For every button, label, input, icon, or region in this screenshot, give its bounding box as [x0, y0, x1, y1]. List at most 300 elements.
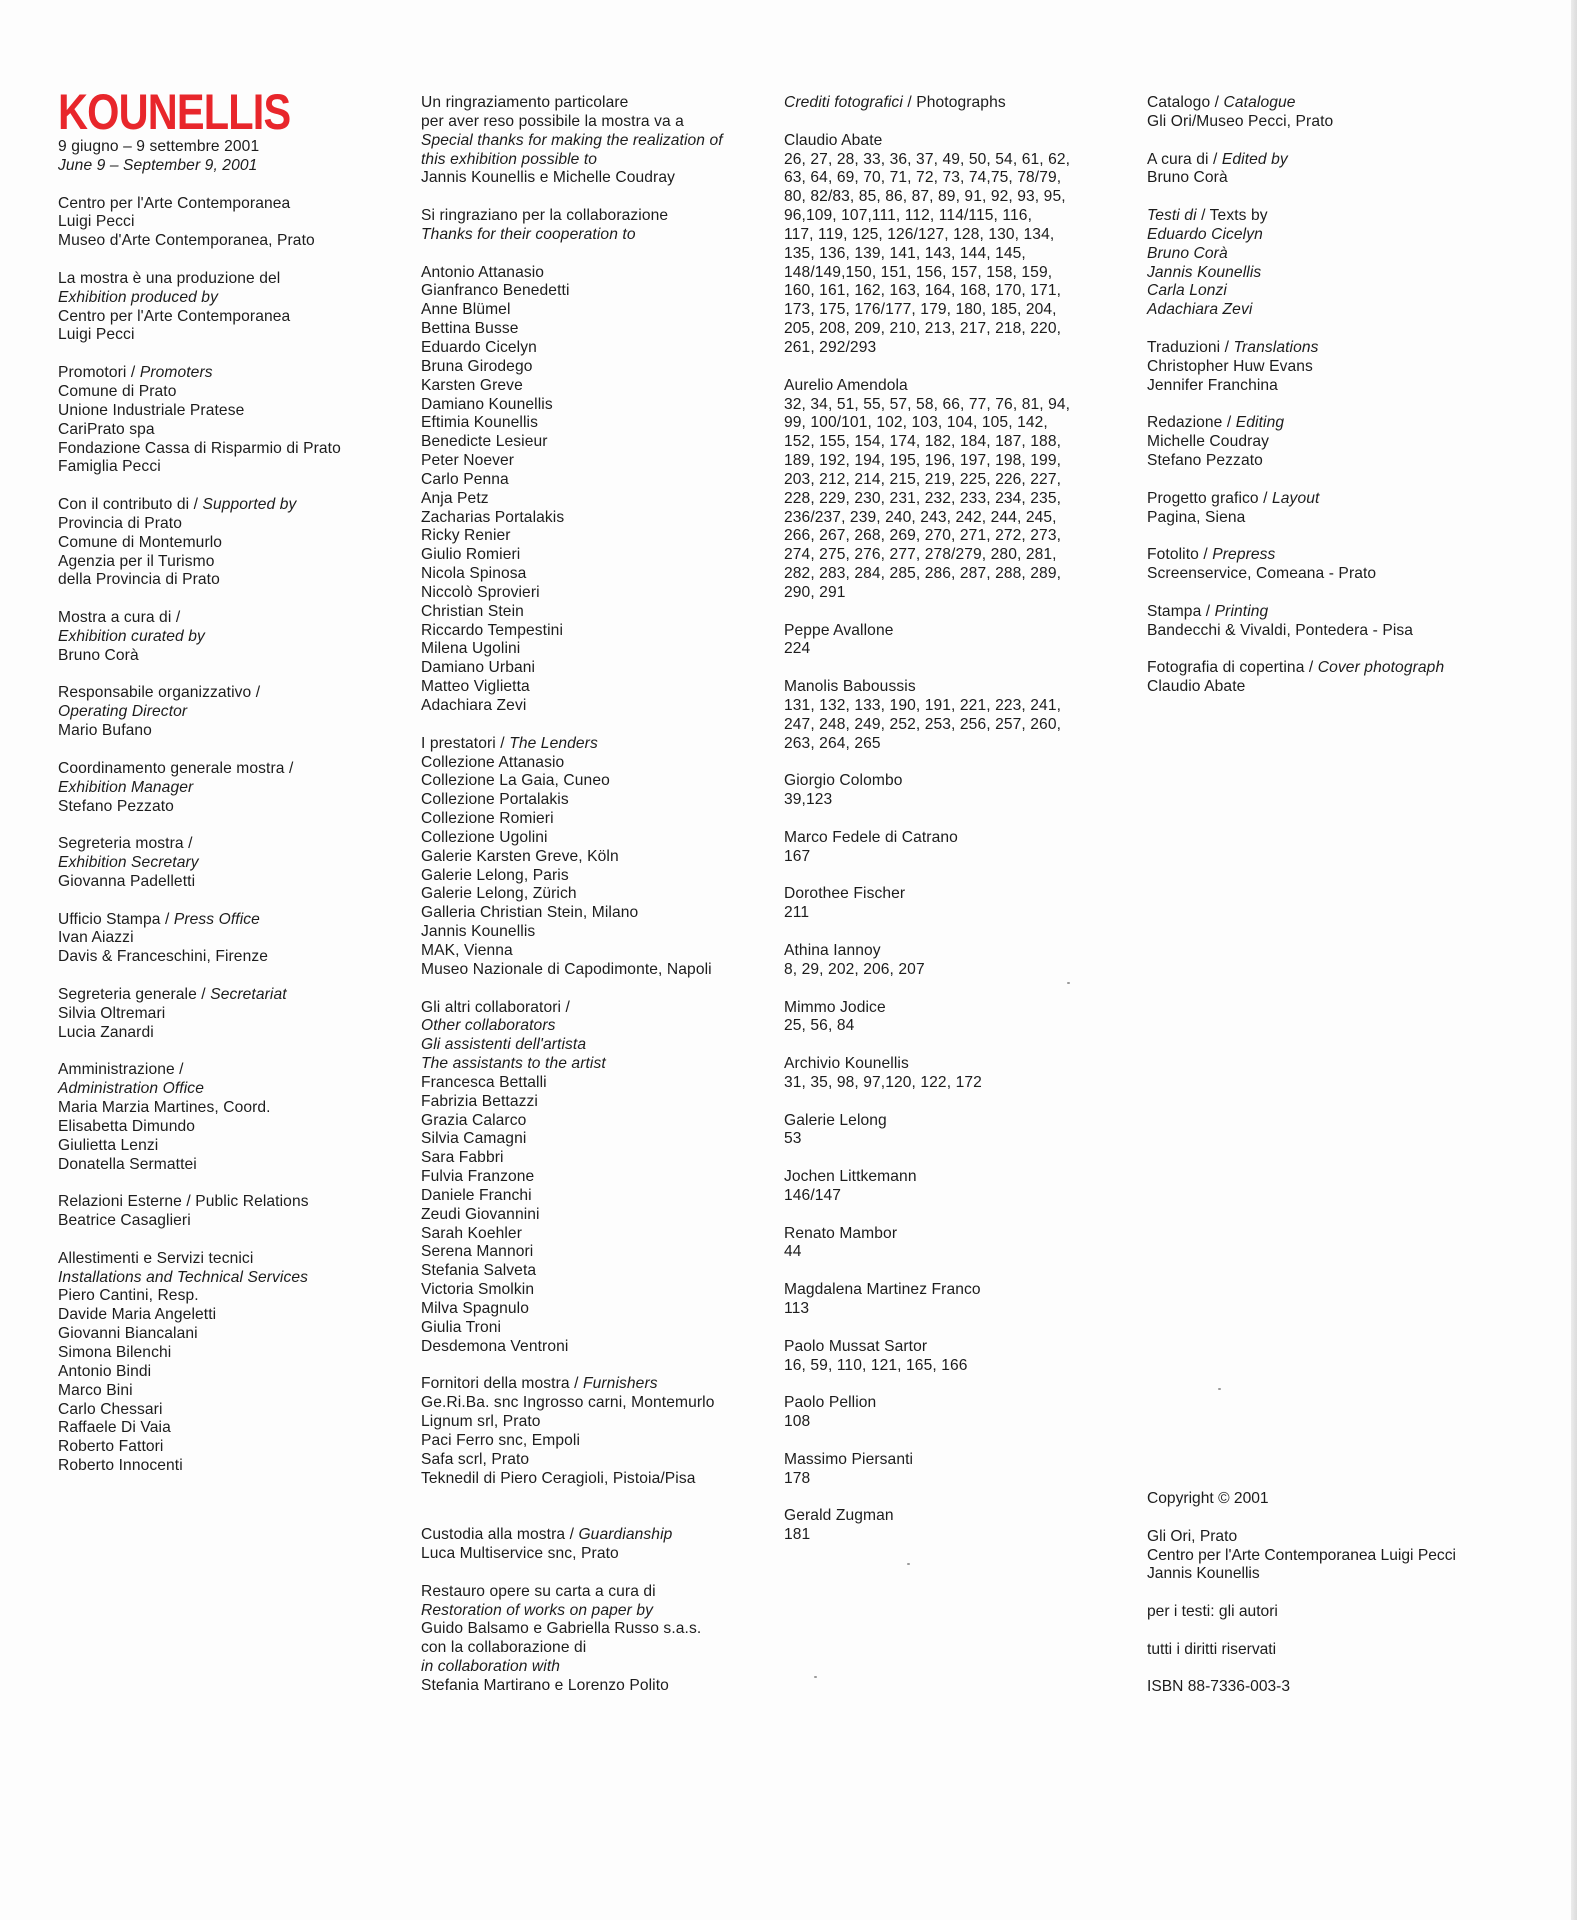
credit-text: Fornitori della mostra	[421, 1375, 570, 1393]
credit-text: Administration Office	[58, 1080, 204, 1098]
credit-text: Elisabetta Dimundo	[58, 1117, 196, 1135]
credit-text: MAK, Vienna	[421, 941, 513, 959]
credit-line	[421, 754, 751, 773]
credit-text: Museo d'Arte Contemporanea, Prato	[58, 232, 315, 250]
credit-text: 96,109, 107,111, 112, 114/115, 116,	[784, 207, 1033, 225]
credit-line	[784, 471, 1114, 490]
credit-group	[1147, 1490, 1456, 1509]
credit-text: Serena Mannori	[421, 1243, 534, 1261]
credit-text: Teknedil di Piero Ceragioli, Pistoia/Pisa	[421, 1469, 696, 1487]
credit-group	[421, 735, 751, 980]
credit-line	[1147, 151, 1547, 170]
credit-line	[784, 584, 1114, 603]
english-translation: Printing	[1214, 602, 1269, 620]
credit-line	[58, 1005, 388, 1024]
credit-group	[421, 1526, 751, 1564]
credit-text: Allestimenti e Servizi tecnici	[58, 1249, 254, 1267]
credit-line	[421, 1319, 751, 1338]
credit-text: Stampa	[1147, 602, 1202, 620]
credit-line	[58, 1419, 388, 1438]
credit-line	[784, 697, 1114, 716]
credit-line	[784, 226, 1114, 245]
credit-text: Bandecchi & Vivaldi, Pontedera - Pisa	[1147, 621, 1414, 639]
credit-text: 80, 82/83, 85, 86, 87, 89, 91, 92, 93, 95,	[784, 188, 1066, 206]
credit-text: Claudio Abate	[784, 131, 883, 149]
slash-separator: /	[902, 94, 917, 111]
credit-group	[58, 364, 388, 477]
credit-text: Gli Ori, Prato	[1147, 1527, 1238, 1545]
credit-line	[58, 929, 388, 948]
credit-line	[58, 911, 388, 930]
credit-line	[58, 609, 388, 628]
credit-line	[1147, 490, 1547, 509]
credit-line	[784, 94, 1114, 113]
credit-text: 247, 248, 249, 252, 253, 256, 257, 260,	[784, 715, 1062, 733]
column-general-credits	[58, 84, 388, 1495]
credit-text: Sara Fabbri	[421, 1149, 504, 1167]
credit-text: tutti i diritti riservati	[1147, 1640, 1277, 1658]
credit-text: Comune di Montemurlo	[58, 533, 223, 551]
credit-line	[58, 1438, 388, 1457]
credit-group	[784, 885, 1114, 923]
credit-text: Other collaborators	[421, 1017, 556, 1035]
credit-line	[421, 867, 751, 886]
credit-text: Collezione Ugolini	[421, 828, 548, 846]
credit-line	[1147, 1547, 1456, 1566]
credit-line	[421, 358, 751, 377]
credit-line	[784, 999, 1114, 1018]
credit-text: Mario Bufano	[58, 722, 152, 740]
credit-text: Museo Nazionale di Capodimonte, Napoli	[421, 960, 712, 978]
credit-text: this exhibition possible to	[421, 150, 598, 168]
credit-text: Aurelio Amendola	[784, 376, 908, 394]
credit-text: 224	[784, 640, 811, 658]
credit-text: Traduzioni	[1147, 338, 1221, 356]
credit-text: Silvia Camagni	[421, 1130, 527, 1148]
credit-line	[784, 829, 1114, 848]
credit-group	[58, 609, 388, 666]
credit-text: Giulietta Lenzi	[58, 1136, 159, 1154]
credit-line	[421, 1413, 751, 1432]
credit-group	[784, 1112, 1114, 1150]
credit-group	[784, 1168, 1114, 1206]
credit-line	[1147, 282, 1547, 301]
credit-text: Installations and Technical Services	[58, 1268, 309, 1286]
credit-text: Karsten Greve	[421, 376, 523, 394]
credit-line	[784, 377, 1114, 396]
credit-line	[784, 1451, 1114, 1470]
credit-line	[421, 1055, 751, 1074]
english-translation: Photographs	[916, 94, 1006, 111]
credit-text: Sarah Koehler	[421, 1224, 522, 1242]
credit-line	[784, 848, 1114, 867]
credit-line	[421, 1602, 751, 1621]
credit-group	[1147, 1678, 1456, 1697]
credit-line	[784, 904, 1114, 923]
credit-line	[784, 1300, 1114, 1319]
credit-line	[1147, 1565, 1456, 1584]
credit-line	[784, 396, 1114, 415]
credit-line	[1147, 622, 1547, 641]
credit-line	[421, 923, 751, 942]
credit-group	[1147, 207, 1547, 320]
credit-text: Progetto grafico	[1147, 489, 1259, 507]
credit-line	[421, 640, 751, 659]
credit-text: Donatella Sermattei	[58, 1155, 197, 1173]
credit-line	[784, 1112, 1114, 1131]
credit-line	[784, 1413, 1114, 1432]
credit-text: Antonio Bindi	[58, 1362, 152, 1380]
credit-line	[1147, 509, 1547, 528]
credit-line	[421, 961, 751, 980]
credit-group	[421, 207, 751, 245]
credit-text: Nicola Spinosa	[421, 565, 527, 583]
credit-line	[784, 1130, 1114, 1149]
credit-text: Carlo Penna	[421, 470, 509, 488]
credit-text: Eduardo Cicelyn	[1147, 225, 1263, 243]
credit-line	[58, 760, 388, 779]
credit-line	[421, 1112, 751, 1131]
credit-text: 189, 192, 194, 195, 196, 197, 198, 199,	[784, 452, 1062, 470]
credit-line	[58, 1287, 388, 1306]
slash-separator: /	[1304, 659, 1318, 677]
credit-text: Stefania Martirano e Lorenzo Polito	[421, 1676, 669, 1694]
credit-text: Giulio Romieri	[421, 546, 521, 564]
credit-text: Desdemona Ventroni	[421, 1337, 569, 1355]
credit-text: Amministrazione /	[58, 1061, 184, 1079]
credit-line	[421, 264, 751, 283]
credit-text: Galerie Karsten Greve, Köln	[421, 847, 619, 865]
credit-text: Bruna Girodego	[421, 357, 533, 375]
credit-line	[421, 94, 751, 113]
credit-line	[421, 1281, 751, 1300]
credit-text: Zeudi Giovannini	[421, 1205, 540, 1223]
credit-text: Davide Maria Angeletti	[58, 1306, 217, 1324]
credit-line	[421, 1432, 751, 1451]
credit-text: 63, 64, 69, 70, 71, 72, 73, 74,75, 78/79,	[784, 169, 1062, 187]
credit-line	[1147, 678, 1547, 697]
credit-text: Renato Mambor	[784, 1224, 898, 1242]
credit-text: Fotolito	[1147, 546, 1199, 564]
scan-speck	[1067, 982, 1070, 984]
column-catalogue-credits	[1147, 94, 1547, 716]
credit-text: 266, 267, 268, 269, 270, 271, 272, 273,	[784, 527, 1062, 545]
credit-text: Fulvia Franzone	[421, 1168, 535, 1186]
column-thanks-and-lenders	[421, 94, 751, 1715]
credit-line	[421, 1620, 751, 1639]
credit-text: Riccardo Tempestini	[421, 621, 564, 639]
credit-line	[421, 1639, 751, 1658]
credit-line	[421, 810, 751, 829]
credit-line	[421, 1187, 751, 1206]
credit-text: Beatrice Casaglieri	[58, 1212, 191, 1230]
slash-separator: /	[1210, 94, 1224, 111]
credit-line	[784, 1470, 1114, 1489]
credit-text: Testi di	[1147, 207, 1197, 225]
credit-text: per i testi: gli autori	[1147, 1603, 1278, 1621]
scan-speck	[907, 1563, 910, 1565]
credit-group	[58, 760, 388, 817]
credit-text: 31, 35, 98, 97,120, 122, 172	[784, 1073, 982, 1091]
credit-line	[421, 377, 751, 396]
credit-line	[784, 1055, 1114, 1074]
credit-line	[421, 282, 751, 301]
credit-text: Crediti fotografici	[784, 94, 903, 111]
credit-line	[421, 132, 751, 151]
credit-line	[421, 1074, 751, 1093]
credit-line	[58, 1363, 388, 1382]
credit-line	[1147, 245, 1547, 264]
credit-text: Massimo Piersanti	[784, 1450, 914, 1468]
credit-text: Eduardo Cicelyn	[421, 338, 537, 356]
credit-text: 148/149,150, 151, 156, 157, 158, 159,	[784, 263, 1053, 281]
credit-text: Luigi Pecci	[58, 213, 135, 231]
slash-separator: /	[565, 1526, 579, 1544]
credit-text: con la collaborazione di	[421, 1639, 587, 1657]
credit-text: La mostra è una produzione del	[58, 269, 281, 287]
credit-line	[58, 213, 388, 232]
credit-line	[58, 1325, 388, 1344]
credit-line	[784, 735, 1114, 754]
credit-line	[784, 1168, 1114, 1187]
credit-line	[421, 697, 751, 716]
credit-text: CariPrato spa	[58, 420, 155, 438]
credit-text: Provincia di Prato	[58, 514, 183, 532]
credit-text: 113	[784, 1300, 810, 1317]
credit-line	[58, 1401, 388, 1420]
credit-group	[58, 911, 388, 968]
credit-text: Jannis Kounellis	[421, 923, 536, 941]
credit-text: Famiglia Pecci	[58, 458, 161, 476]
credit-text: Bruno Corà	[1147, 169, 1228, 187]
credit-line	[784, 1338, 1114, 1357]
credit-line	[421, 1243, 751, 1262]
credit-group	[784, 1451, 1114, 1489]
credit-text: Special thanks for making the realization of	[421, 131, 723, 149]
credit-text: Galerie Lelong, Zürich	[421, 885, 577, 903]
credit-text: Fotografia di copertina	[1147, 659, 1305, 677]
credit-text: Anne Blümel	[421, 301, 511, 319]
credit-text: 228, 229, 230, 231, 232, 233, 234, 235,	[784, 489, 1062, 507]
credit-line	[784, 1357, 1114, 1376]
credit-text: Eftimia Kounellis	[421, 414, 538, 432]
credit-line	[784, 791, 1114, 810]
credit-line	[58, 571, 388, 590]
credit-group	[58, 1193, 388, 1231]
credit-text: Exhibition produced by	[58, 288, 218, 306]
credit-line	[1147, 603, 1547, 622]
credit-text: Daniele Franchi	[421, 1186, 532, 1204]
credit-line	[421, 904, 751, 923]
column3-groups	[784, 94, 1114, 1545]
credit-line	[421, 1470, 751, 1489]
credit-text: 117, 119, 125, 126/127, 128, 130, 134,	[784, 225, 1055, 243]
credit-text: Catalogo	[1147, 94, 1211, 111]
credit-text: Anja Petz	[421, 489, 489, 507]
credit-line	[1147, 1678, 1456, 1697]
slash-separator: /	[1201, 602, 1215, 620]
credit-line	[421, 848, 751, 867]
credit-line	[421, 546, 751, 565]
credit-text: Giulia Troni	[421, 1318, 502, 1336]
credit-text: 32, 34, 51, 55, 57, 58, 66, 77, 76, 81, 94,	[784, 395, 1071, 413]
credit-line	[421, 1375, 751, 1394]
credit-text: Peppe Avallone	[784, 621, 894, 639]
credit-line	[421, 301, 751, 320]
credit-group	[784, 1055, 1114, 1093]
credit-text: 53	[784, 1130, 802, 1148]
credit-line	[784, 320, 1114, 339]
credit-line	[421, 1036, 751, 1055]
credit-line	[421, 226, 751, 245]
english-translation: Catalogue	[1223, 94, 1296, 111]
credit-text: Restauro opere su carta a cura di	[421, 1582, 656, 1600]
credit-line	[421, 1658, 751, 1677]
credit-text: Custodia alla mostra	[421, 1526, 566, 1544]
credit-line	[1147, 377, 1547, 396]
credit-line	[58, 798, 388, 817]
credit-text: Operating Director	[58, 703, 188, 721]
credit-line	[58, 854, 388, 873]
slash-separator: /	[1196, 207, 1210, 225]
english-translation: Cover photograph	[1317, 659, 1445, 677]
credit-line	[421, 527, 751, 546]
credit-text: Galleria Christian Stein, Milano	[421, 904, 639, 922]
credit-line	[421, 829, 751, 848]
credit-text: in collaboration with	[421, 1658, 561, 1676]
credit-line	[421, 169, 751, 188]
slash-separator: /	[569, 1375, 583, 1393]
credit-line	[421, 1583, 751, 1602]
credit-group	[784, 94, 1114, 113]
credit-text: Lignum srl, Prato	[421, 1413, 541, 1431]
column1-groups	[58, 195, 388, 1476]
credit-text: Ufficio Stampa	[58, 910, 161, 928]
credit-text: Matteo Viglietta	[421, 678, 530, 696]
english-translation: Layout	[1272, 489, 1320, 507]
credit-group	[58, 684, 388, 741]
credit-line	[421, 1149, 751, 1168]
credit-line	[58, 948, 388, 967]
credit-line	[1147, 1603, 1456, 1622]
credit-text: Luca Multiservice snc, Prato	[421, 1544, 619, 1562]
credit-line	[784, 716, 1114, 735]
credit-group	[784, 132, 1114, 358]
credit-line	[1147, 339, 1547, 358]
credit-group	[1147, 659, 1547, 697]
scan-speck	[814, 1676, 817, 1678]
credit-group	[1147, 1641, 1456, 1660]
credit-group	[784, 999, 1114, 1037]
credit-group	[784, 1507, 1114, 1545]
credit-text: Peter Noever	[421, 452, 515, 470]
credit-line	[784, 509, 1114, 528]
english-translation: Secretariat	[210, 985, 287, 1003]
english-translation: Furnishers	[582, 1375, 658, 1393]
credit-group	[58, 496, 388, 590]
credit-line	[1147, 226, 1547, 245]
credit-text: 99, 100/101, 102, 103, 104, 105, 142,	[784, 414, 1048, 432]
credit-line	[784, 301, 1114, 320]
credit-line	[421, 1338, 751, 1357]
english-translation: Press Office	[173, 910, 260, 928]
credit-line	[58, 195, 388, 214]
credit-text: Comune di Prato	[58, 382, 177, 400]
credit-text: 173, 175, 176/177, 179, 180, 185, 204,	[784, 301, 1057, 319]
credit-text: Un ringraziamento particolare	[421, 94, 629, 111]
credit-line	[58, 779, 388, 798]
credit-text: Responsabile organizzativo /	[58, 684, 261, 702]
credit-group	[1147, 1603, 1456, 1622]
credit-text: Guido Balsamo e Gabriella Russo s.a.s.	[421, 1620, 702, 1638]
credit-text: Restoration of works on paper by	[421, 1601, 654, 1619]
credit-text: Roberto Fattori	[58, 1438, 164, 1456]
credit-group	[784, 829, 1114, 867]
credit-line	[421, 414, 751, 433]
credit-line	[784, 490, 1114, 509]
credit-text: Bruno Corà	[1147, 244, 1228, 262]
credit-group	[58, 986, 388, 1043]
credit-group	[421, 1583, 751, 1696]
credit-text: 8, 29, 202, 206, 207	[784, 960, 925, 978]
credit-line	[1147, 546, 1547, 565]
credit-group	[58, 835, 388, 892]
credit-text: 167	[784, 847, 811, 865]
credit-text: 290, 291	[784, 583, 846, 601]
credit-text: Milena Ugolini	[421, 640, 521, 658]
exhibition-title: KOUNELLIS	[58, 84, 291, 140]
credit-text: Francesca Bettalli	[421, 1073, 547, 1091]
credit-line	[784, 565, 1114, 584]
credit-text: Collezione Attanasio	[421, 753, 565, 771]
credit-line	[58, 1193, 388, 1212]
credit-line	[784, 961, 1114, 980]
credit-line	[421, 565, 751, 584]
credit-line	[58, 1024, 388, 1043]
credit-text: Centro per l'Arte Contemporanea	[58, 307, 291, 325]
credit-line	[784, 772, 1114, 791]
credit-text: Jochen Littkemann	[784, 1168, 917, 1186]
credit-text: Damiano Kounellis	[421, 395, 553, 413]
credit-text: Ge.Ri.Ba. snc Ingrosso carni, Montemurlo	[421, 1394, 715, 1412]
credit-line	[58, 1250, 388, 1269]
colophon-groups	[1147, 1490, 1456, 1697]
credit-line	[784, 433, 1114, 452]
credit-line	[1147, 659, 1547, 678]
slash-separator: /	[189, 496, 203, 514]
credit-line	[421, 1451, 751, 1470]
english-translation: Edited by	[1221, 150, 1288, 168]
credit-line	[421, 584, 751, 603]
credit-text: Unione Industriale Pratese	[58, 401, 245, 419]
credit-text: Christian Stein	[421, 602, 524, 620]
credit-line	[1147, 433, 1547, 452]
credit-group	[784, 942, 1114, 980]
column2-groups	[421, 94, 751, 1696]
credit-line	[58, 553, 388, 572]
credit-text: Adachiara Zevi	[1147, 301, 1253, 319]
credit-text: Damiano Urbani	[421, 659, 536, 677]
credit-text: Galerie Lelong	[784, 1111, 887, 1129]
credit-text: Gli assistenti dell'artista	[421, 1036, 587, 1054]
credit-text: Exhibition Manager	[58, 778, 194, 796]
credit-line	[421, 113, 751, 132]
credit-line	[784, 527, 1114, 546]
credit-text: Con il contributo di	[58, 496, 190, 514]
credit-text: Giorgio Colombo	[784, 772, 903, 790]
credit-group	[784, 1338, 1114, 1376]
credit-line	[58, 684, 388, 703]
